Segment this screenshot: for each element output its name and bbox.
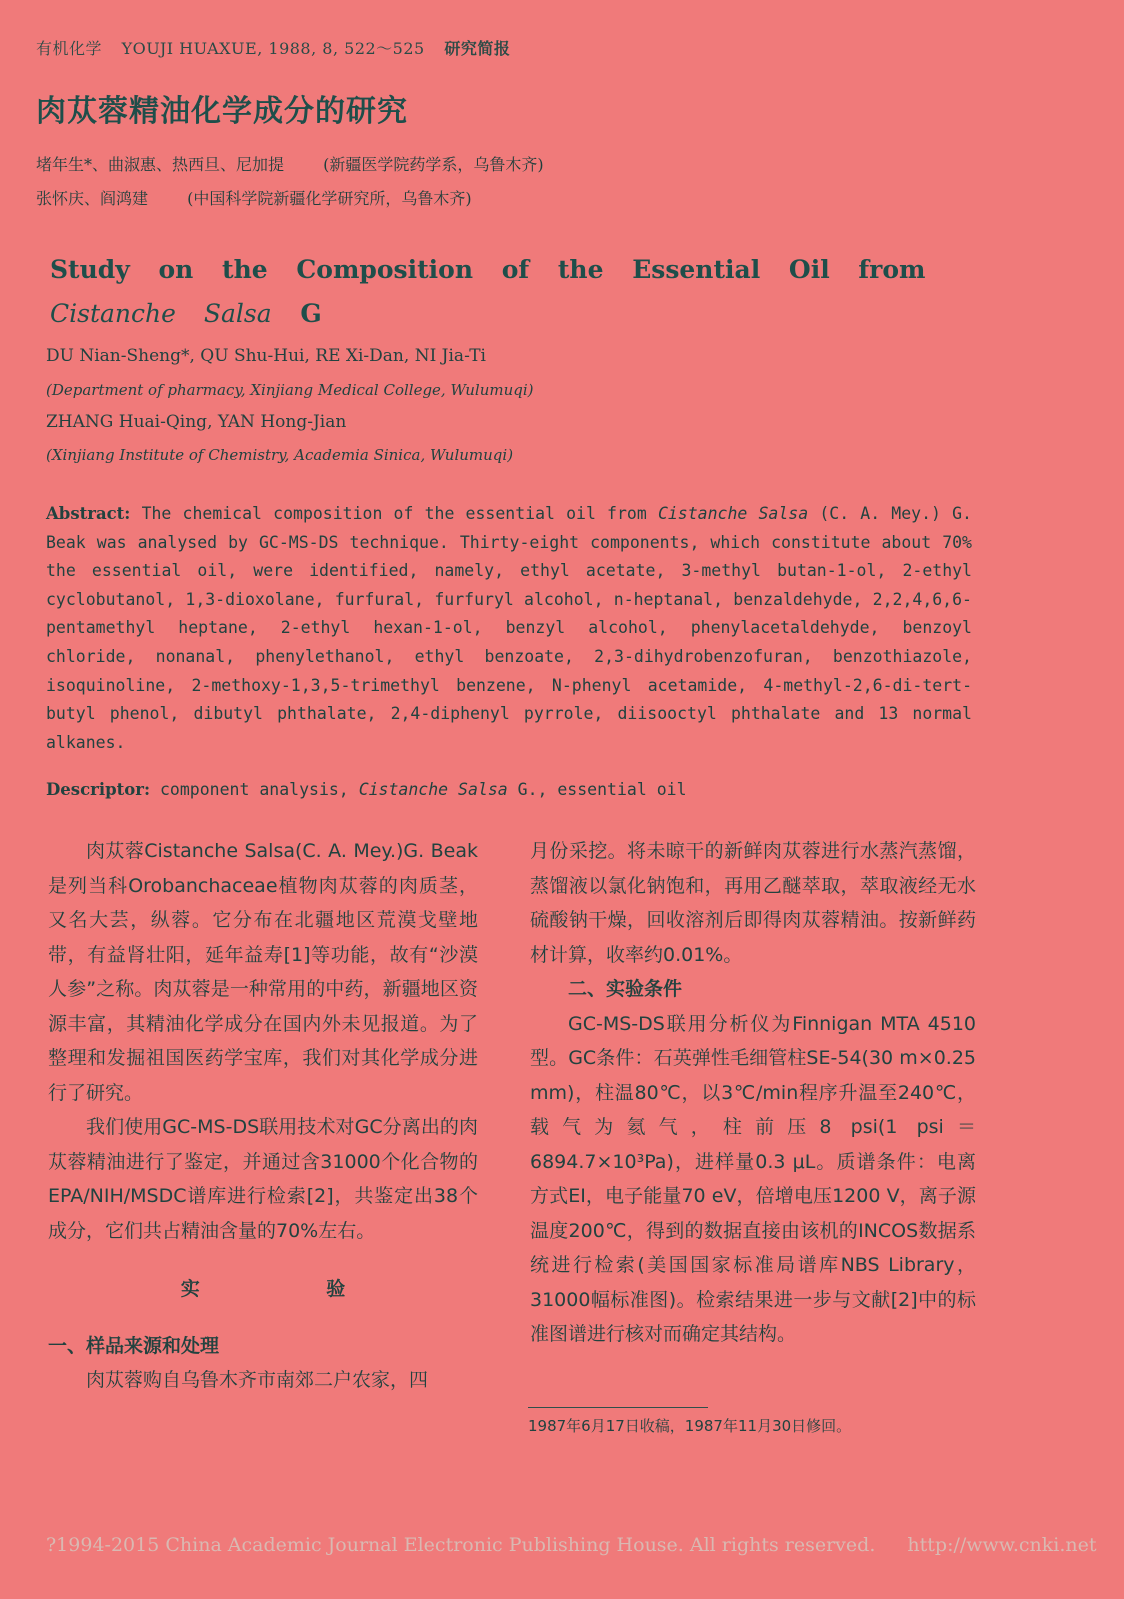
body-paragraph: 月份采挖。将未晾干的新鲜肉苁蓉进行水蒸汽蒸馏，蒸馏液以氯化钠饱和，再用乙醚萃取，萃取液经无水硫酸钠干燥，回收溶剂后即得肉苁蓉精油。按新鲜药材计算，收率约0.01%。: [530, 840, 976, 966]
title-en: [50, 248, 990, 336]
author-names-cn: 堵年生*、曲淑惠、热西旦、尼加提: [36, 155, 285, 174]
section-tag: 研究简报: [444, 39, 511, 58]
body-paragraph: 肉苁蓉购自乌鲁木齐市南郊二户农家，四: [86, 1369, 429, 1391]
author-affiliation-cn: (新疆医学院药学系，乌鲁木齐): [323, 155, 544, 174]
footer: [46, 1534, 1096, 1556]
footnote-rule: [528, 1407, 708, 1408]
body-paragraph: GC-MS-DS联用分析仪为Finnigan MTA 4510型。GC条件：石英弹性毛细管柱SE-54(30 m×0.25 mm)，柱温80℃，以3℃/min程序升温至240℃，载气为氦气，柱前压8 psi(1 psi＝6894.7×10³Pa)，进样量0.3 μL。质谱条件：电离方式EI，电子能量70 eV，倍增电压1200 V，离子源温度200℃，得到的数据直接由该机的INCOS数据系统进行检索(美国国家标准局谱库NBS Library，31000幅标准图)。检索结果进一步与文献[2]中的标准图谱进行核对而确定其结构。: [530, 1012, 976, 1345]
journal-name-cn: 有机化学: [36, 39, 103, 58]
subsection-heading-conditions: 二、实验条件: [568, 978, 683, 1000]
received-date-note: 1987年6月17日收稿，1987年11月30日修回。: [528, 1417, 852, 1435]
affiliation-en-line-2: (Xinjiang Institute of Chemistry, Academia Sinica, Wulumuqi): [46, 446, 514, 464]
footer-url[interactable]: http://www.cnki.net: [907, 1534, 1097, 1556]
abstract-species: Cistanche Salsa: [657, 504, 809, 523]
title-cn: 肉苁蓉精油化学成分的研究: [36, 94, 408, 129]
journal-info: YOUJI HUAXUE, 1988, 8, 522～525: [121, 39, 425, 58]
abstract-text-1: The chemical composition of the essential oil from: [141, 504, 647, 523]
body-paragraph: 我们使用GC-MS-DS联用技术对GC分离出的肉苁蓉精油进行了鉴定，并通过含31000个化合物的EPA/NIH/MSDC谱库进行检索[2]，共鉴定出38个成分，它们共占精油含量的70%左右。: [48, 1116, 478, 1242]
authors-en-line-1: DU Nian-Sheng*, QU Shu-Hui, RE Xi-Dan, NI Jia-Ti: [46, 346, 486, 366]
title-en-main: Study on the Composition of the Essential Oil from: [50, 255, 926, 284]
authors-cn-line-2: [36, 186, 472, 209]
abstract-label: Abstract:: [46, 504, 131, 523]
affiliation-en-line-1: (Department of pharmacy, Xinjiang Medical College, Wulumuqi): [46, 381, 534, 399]
footer-copyright: ?1994-2015 China Academic Journal Electronic Publishing House. All rights reserved.: [46, 1534, 876, 1556]
abstract-text-2: (C. A. Mey.) G. Beak was analysed by GC-MS-DS technique. Thirty-eight components, which constitute about 70% the essential oil, were identified, namely, ethyl acetate, 3-methyl butan-1-ol, 2-ethyl cyclobutanol, 1,3-dioxolane, furfural, furfuryl alcohol, n-heptanal, benzaldehyde, 2,2,4,6,6-pentamethyl heptane, 2-ethyl hexan-1-ol, benzyl alcohol, phenylacetaldehyde, benzoyl chloride, nonanal, phenylethanol, ethyl benzoate, 2,3-dihydrobenzofuran, benzothiazole, isoquinoline, 2-methoxy-1,3,5-trimethyl benzene, N-phenyl acetamide, 4-methyl-2,6-di-tert-butyl phenol, dibutyl phthalate, 2,4-diphenyl pyrrole, diisooctyl phthalate and 13 normal alkanes.: [46, 504, 972, 752]
section-heading-experiment: 实 验: [180, 1278, 406, 1300]
descriptor-label: Descriptor:: [46, 780, 151, 799]
descriptor-species: Cistanche Salsa: [358, 780, 508, 799]
journal-header: [36, 36, 510, 59]
authors-en-line-2: ZHANG Huai-Qing, YAN Hong-Jian: [46, 412, 347, 432]
title-en-suffix: G: [300, 299, 322, 328]
descriptor-text-2: G., essential oil: [517, 780, 687, 799]
body-column-left: [48, 834, 478, 1398]
body-column-right: [530, 834, 976, 1352]
author-names-cn: 张怀庆、阎鸿建: [36, 189, 149, 208]
body-paragraph: 肉苁蓉Cistanche Salsa(C. A. Mey.)G. Beak是列当科Orobanchaceae植物肉苁蓉的肉质茎，又名大芸，纵蓉。它分布在北疆地区荒漠戈壁地带，有益肾壮阳，延年益寿[1]等功能，故有“沙漠人参”之称。肉苁蓉是一种常用的中药，新疆地区资源丰富，其精油化学成分在国内外未见报道。为了整理和发掘祖国医药学宝库，我们对其化学成分进行了研究。: [48, 840, 478, 1104]
author-affiliation-cn: (中国科学院新疆化学研究所，乌鲁木齐): [187, 189, 472, 208]
descriptor-text-1: component analysis,: [160, 780, 349, 799]
authors-cn-line-1: [36, 152, 544, 175]
abstract: [46, 500, 972, 757]
title-en-species: Cistanche Salsa: [50, 299, 272, 328]
subsection-heading-sample: 一、样品来源和处理: [48, 1334, 220, 1357]
descriptor: [46, 780, 972, 799]
